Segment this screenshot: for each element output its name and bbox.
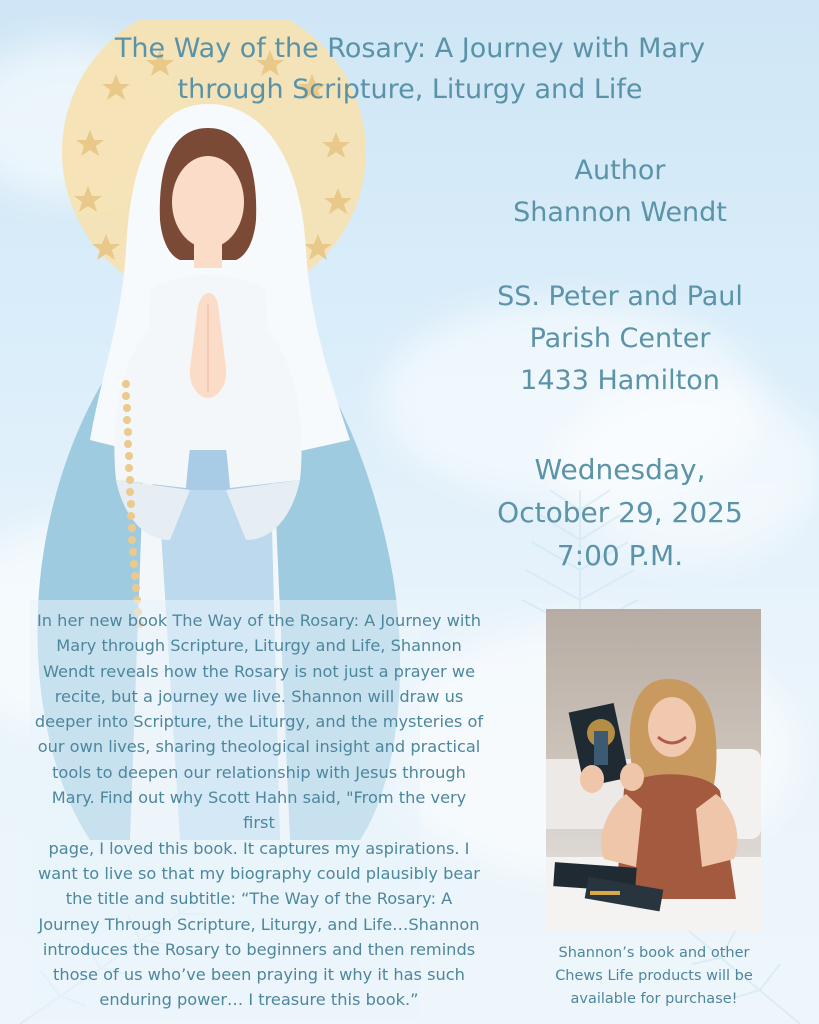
- photo-caption: [540, 942, 768, 1011]
- venue-line-2: Parish Center: [529, 323, 711, 354]
- description-line: the title and subtitle: “The Way of the Rosary: A: [65, 889, 453, 909]
- caption-line-3: available for purchase!: [570, 991, 738, 1007]
- caption-line-1: Shannon’s book and other: [558, 945, 750, 961]
- description-line: introduces the Rosary to beginners and then reminds: [42, 939, 476, 959]
- venue-block: [460, 276, 780, 402]
- description-line: In her new book The Way of the Rosary: A Journey with: [37, 611, 481, 630]
- event-time: 7:00 P.M.: [556, 539, 684, 572]
- venue-line-3: 1433 Hamilton: [520, 365, 720, 396]
- description-line: those of us who’ve been praying it why it has such: [53, 965, 465, 985]
- author-block: [460, 150, 780, 234]
- event-weekday: Wednesday,: [534, 453, 706, 486]
- description-line: Journey Through Scripture, Liturgy, and Life…Shannon: [38, 914, 480, 934]
- event-date: October 29, 2025: [497, 496, 743, 529]
- description-line: our own lives, sharing theological insight and practical: [37, 737, 481, 757]
- description-line: recite, but a journey we live. Shannon will draw us: [54, 686, 464, 706]
- description-line: Mary through Scripture, Liturgy and Life, Shannon: [56, 636, 462, 656]
- event-title: [60, 28, 760, 110]
- description-line: Mary. Find out why Scott Hahn said, "From the very first: [51, 788, 467, 833]
- author-name: Shannon Wendt: [513, 197, 727, 228]
- event-title-line-1: The Way of the Rosary: A Journey with Mary: [114, 33, 706, 64]
- description-line: deeper into Scripture, the Liturgy, and the mysteries of: [34, 712, 484, 732]
- venue-line-1: SS. Peter and Paul: [497, 281, 743, 312]
- caption-line-2: Chews Life products will be: [555, 968, 753, 984]
- description-line: Wendt reveals how the Rosary is not just a prayer we: [42, 661, 476, 681]
- author-label: Author: [574, 155, 666, 186]
- event-title-line-2: through Scripture, Liturgy and Life: [177, 74, 643, 105]
- description-line: enduring power… I treasure this book.”: [99, 990, 419, 1010]
- author-photo-illustration: [546, 609, 761, 931]
- description-line: page, I loved this book. It captures my aspirations. I: [48, 838, 470, 858]
- description-line: want to live so that my biography could plausibly bear: [38, 863, 480, 883]
- author-photo: [546, 609, 761, 931]
- date-block: [460, 448, 780, 577]
- book-description: [34, 608, 484, 1013]
- description-line: tools to deepen our relationship with Jesus through: [52, 762, 466, 782]
